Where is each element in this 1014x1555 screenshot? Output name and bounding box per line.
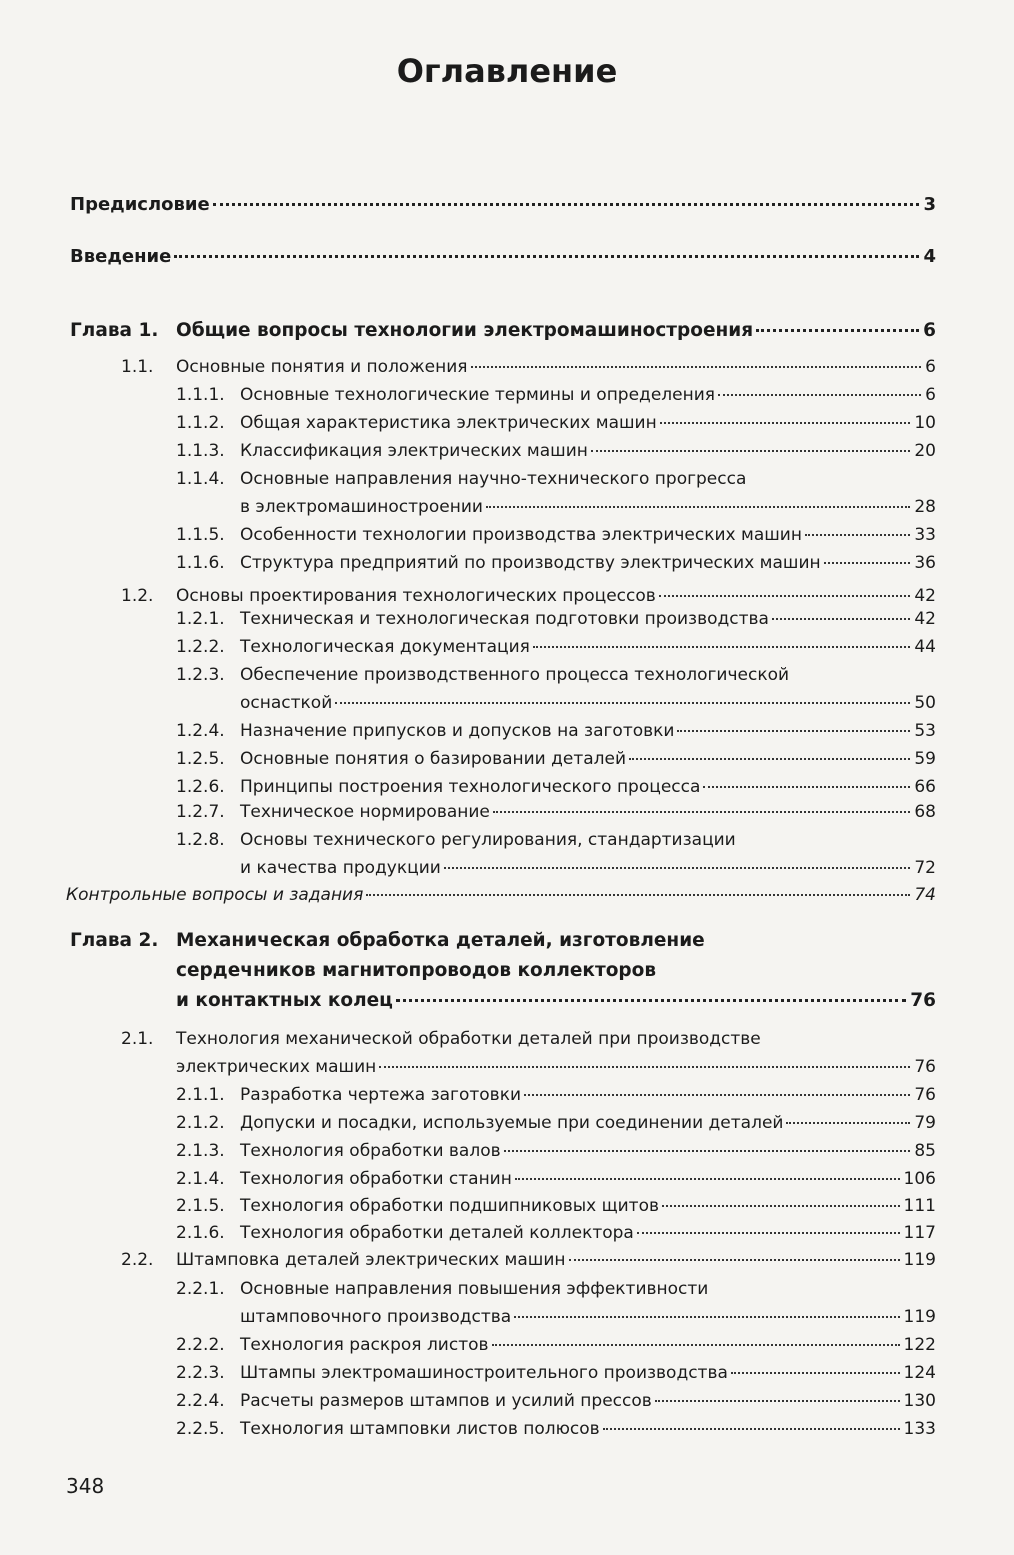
chapter-2-line — [176, 960, 936, 982]
chapter-2-title: и контактных колец — [176, 990, 393, 1011]
subsection-2-1-3-line — [176, 1140, 936, 1162]
subsection-1-2-3-title: Обеспечение производственного процесса технологической — [240, 665, 790, 685]
subsection-1-1-3-title: Классификация электрических машин — [240, 441, 588, 461]
subsection-1-1-6-page: 36 — [914, 553, 936, 573]
introduction-page: 4 — [923, 246, 936, 267]
section-1-1-line — [121, 356, 936, 378]
subsection-1-1-4-line — [240, 496, 936, 518]
subsection-1-2-6-line — [176, 776, 936, 798]
section-2-1-title: Технология механической обработки деталей при производстве — [176, 1029, 761, 1049]
introduction-line — [70, 246, 936, 268]
dot-leader — [569, 1259, 900, 1261]
subsection-1-2-4-number: 1.2.4. — [176, 721, 225, 741]
section-1-1-title: Основные понятия и положения — [176, 357, 468, 377]
subsection-2-2-5-title: Технология штамповки листов полюсов — [240, 1419, 600, 1439]
subsection-1-2-3-title: оснасткой — [240, 693, 333, 713]
subsection-1-2-2-page: 44 — [914, 637, 936, 657]
subsection-1-2-4-line — [176, 720, 936, 742]
subsection-1-1-1-line — [176, 384, 936, 406]
subsection-1-1-1-title: Основные технологические термины и определения — [240, 385, 715, 405]
chapter-1-page: 6 — [923, 320, 936, 341]
section-1-1-page: 6 — [925, 357, 936, 377]
subsection-2-2-1-title: штамповочного производства — [240, 1307, 512, 1327]
subsection-2-2-2-title: Технология раскроя листов — [240, 1335, 489, 1355]
subsection-1-2-6-page: 66 — [914, 777, 936, 797]
subsection-1-1-2-number: 1.1.2. — [176, 413, 225, 433]
dot-leader — [703, 786, 910, 788]
subsection-1-2-7-line — [176, 801, 936, 823]
section-1-2-line — [121, 585, 936, 607]
subsection-1-2-5-number: 1.2.5. — [176, 749, 225, 769]
subsection-2-1-6-page: 117 — [903, 1223, 936, 1243]
subsection-2-2-3-title: Штампы электромашиностроительного производства — [240, 1363, 728, 1383]
dot-leader — [677, 730, 910, 732]
subsection-1-2-1-title: Техническая и технологическая подготовки производства — [240, 609, 769, 629]
section-2-1-title: электрических машин — [176, 1057, 377, 1077]
subsection-2-1-3-number: 2.1.3. — [176, 1141, 225, 1161]
subsection-1-2-7-page: 68 — [914, 802, 936, 822]
chapter-1-line — [70, 320, 936, 342]
subsection-1-1-2-title: Общая характеристика электрических машин — [240, 413, 657, 433]
subsection-2-1-1-title: Разработка чертежа заготовки — [240, 1085, 522, 1105]
subsection-1-1-5-page: 33 — [914, 525, 936, 545]
dot-leader — [772, 618, 910, 620]
chapter-1-number: Глава 1. — [70, 320, 159, 341]
subsection-2-2-4-title: Расчеты размеров штампов и усилий прессов — [240, 1391, 652, 1411]
subsection-1-1-2-page: 10 — [914, 413, 936, 433]
chapter-1-questions-title: Контрольные вопросы и задания — [66, 885, 364, 905]
preface-line — [70, 194, 936, 216]
subsection-1-2-5-line — [176, 748, 936, 770]
chapter-2-title: сердечников магнитопроводов коллекторов — [176, 960, 657, 981]
dot-leader — [524, 1094, 910, 1096]
chapter-2-line — [176, 990, 936, 1012]
dot-leader — [731, 1372, 900, 1374]
dot-leader — [637, 1232, 900, 1234]
subsection-1-2-8-number: 1.2.8. — [176, 830, 225, 850]
preface-title: Предисловие — [70, 194, 210, 215]
section-2-2-line — [121, 1249, 936, 1271]
dot-leader — [444, 867, 911, 869]
subsection-1-2-2-line — [176, 636, 936, 658]
subsection-2-1-2-page: 79 — [914, 1113, 936, 1133]
subsection-1-1-3-line — [176, 440, 936, 462]
subsection-2-1-6-title: Технология обработки деталей коллектора — [240, 1223, 634, 1243]
section-2-2-page: 119 — [903, 1250, 936, 1270]
subsection-1-2-6-number: 1.2.6. — [176, 777, 225, 797]
subsection-2-1-3-title: Технология обработки валов — [240, 1141, 501, 1161]
dot-leader — [335, 702, 910, 704]
section-1-2-number: 1.2. — [121, 586, 154, 606]
chapter-1-title: Общие вопросы технологии электромашиностроения — [176, 320, 754, 341]
subsection-1-1-4-title: в электромашиностроении — [240, 497, 483, 517]
subsection-2-2-1-number: 2.2.1. — [176, 1279, 225, 1299]
subsection-2-2-5-page: 133 — [903, 1419, 936, 1439]
subsection-1-2-5-page: 59 — [914, 749, 936, 769]
section-2-1-line — [121, 1028, 936, 1050]
subsection-2-2-1-title: Основные направления повышения эффективности — [240, 1279, 709, 1299]
subsection-2-2-4-number: 2.2.4. — [176, 1391, 225, 1411]
subsection-1-1-6-line — [176, 552, 936, 574]
dot-leader — [662, 1205, 900, 1207]
subsection-1-1-5-number: 1.1.5. — [176, 525, 225, 545]
subsection-1-2-3-line — [176, 664, 936, 686]
subsection-1-2-4-page: 53 — [914, 721, 936, 741]
dot-leader — [824, 562, 911, 564]
subsection-1-2-3-line — [240, 692, 936, 714]
subsection-2-1-2-title: Допуски и посадки, используемые при соединении деталей — [240, 1113, 784, 1133]
subsection-2-1-4-number: 2.1.4. — [176, 1169, 225, 1189]
page-number: 348 — [66, 1474, 105, 1498]
subsection-2-1-4-line — [176, 1168, 936, 1190]
subsection-1-2-2-number: 1.2.2. — [176, 637, 225, 657]
subsection-2-2-4-page: 130 — [903, 1391, 936, 1411]
section-2-1-number: 2.1. — [121, 1029, 154, 1049]
subsection-2-1-2-number: 2.1.2. — [176, 1113, 225, 1133]
dot-leader — [492, 1344, 900, 1346]
subsection-1-2-5-title: Основные понятия о базировании деталей — [240, 749, 627, 769]
dot-leader — [718, 394, 921, 396]
subsection-1-2-1-number: 1.2.1. — [176, 609, 225, 629]
dot-leader — [756, 329, 919, 332]
dot-leader — [655, 1400, 900, 1402]
dot-leader — [379, 1066, 910, 1068]
subsection-1-2-4-title: Назначение припусков и допусков на заготовки — [240, 721, 675, 741]
subsection-2-2-1-line — [176, 1278, 936, 1300]
subsection-2-2-2-page: 122 — [903, 1335, 936, 1355]
subsection-2-2-5-number: 2.2.5. — [176, 1419, 225, 1439]
subsection-1-1-6-title: Структура предприятий по производству электрических машин — [240, 553, 821, 573]
subsection-1-2-8-page: 72 — [914, 858, 936, 878]
subsection-1-1-5-line — [176, 524, 936, 546]
subsection-2-2-3-page: 124 — [903, 1363, 936, 1383]
dot-leader — [660, 422, 911, 424]
chapter-2-title: Механическая обработка деталей, изготовление — [176, 930, 705, 951]
dot-leader — [493, 811, 910, 813]
subsection-1-2-8-title: Основы технического регулирования, стандартизации — [240, 830, 736, 850]
chapter-1-questions-line — [66, 884, 936, 906]
dot-leader — [515, 1178, 900, 1180]
dot-leader — [471, 366, 922, 368]
dot-leader — [533, 646, 910, 648]
dot-leader — [366, 894, 910, 896]
subsection-1-2-3-page: 50 — [914, 693, 936, 713]
subsection-2-2-3-number: 2.2.3. — [176, 1363, 225, 1383]
section-1-2-title: Основы проектирования технологических процессов — [176, 586, 656, 606]
subsection-2-1-5-line — [176, 1195, 936, 1217]
subsection-1-2-3-number: 1.2.3. — [176, 665, 225, 685]
section-2-1-line — [176, 1056, 936, 1078]
subsection-2-2-2-line — [176, 1334, 936, 1356]
dot-leader — [174, 255, 919, 258]
subsection-2-1-1-number: 2.1.1. — [176, 1085, 225, 1105]
subsection-1-1-2-line — [176, 412, 936, 434]
subsection-1-2-8-title: и качества продукции — [240, 858, 441, 878]
dot-leader — [659, 595, 911, 597]
section-2-1-page: 76 — [914, 1057, 936, 1077]
subsection-2-2-3-line — [176, 1362, 936, 1384]
subsection-1-1-4-line — [176, 468, 936, 490]
subsection-2-1-5-number: 2.1.5. — [176, 1196, 225, 1216]
section-2-2-number: 2.2. — [121, 1250, 154, 1270]
introduction-title: Введение — [70, 246, 172, 267]
dot-leader — [629, 758, 910, 760]
subsection-2-1-1-page: 76 — [914, 1085, 936, 1105]
subsection-1-2-8-line — [176, 829, 936, 851]
dot-leader — [504, 1150, 911, 1152]
subsection-2-2-1-page: 119 — [903, 1307, 936, 1327]
dot-leader — [786, 1122, 910, 1124]
subsection-1-2-7-title: Техническое нормирование — [240, 802, 490, 822]
dot-leader — [213, 203, 920, 206]
subsection-1-1-5-title: Особенности технологии производства электрических машин — [240, 525, 802, 545]
subsection-1-1-3-page: 20 — [914, 441, 936, 461]
dot-leader — [603, 1428, 900, 1430]
chapter-2-number: Глава 2. — [70, 930, 159, 951]
subsection-1-1-4-title: Основные направления научно-технического прогресса — [240, 469, 747, 489]
subsection-1-2-7-number: 1.2.7. — [176, 802, 225, 822]
dot-leader — [805, 534, 910, 536]
subsection-2-1-6-number: 2.1.6. — [176, 1223, 225, 1243]
subsection-1-2-1-line — [176, 608, 936, 630]
subsection-2-1-5-page: 111 — [903, 1196, 936, 1216]
dot-leader — [514, 1316, 899, 1318]
subsection-2-1-4-page: 106 — [903, 1169, 936, 1189]
chapter-1-questions-page: 74 — [914, 885, 936, 905]
section-1-1-number: 1.1. — [121, 357, 154, 377]
subsection-2-1-3-page: 85 — [914, 1141, 936, 1161]
section-2-2-title: Штамповка деталей электрических машин — [176, 1250, 566, 1270]
subsection-2-1-2-line — [176, 1112, 936, 1134]
dot-leader — [486, 506, 910, 508]
subsection-2-1-1-line — [176, 1084, 936, 1106]
subsection-2-2-5-line — [176, 1418, 936, 1440]
subsection-2-2-1-line — [240, 1306, 936, 1328]
subsection-1-1-3-number: 1.1.3. — [176, 441, 225, 461]
subsection-2-1-5-title: Технология обработки подшипниковых щитов — [240, 1196, 660, 1216]
section-1-2-page: 42 — [914, 586, 936, 606]
subsection-1-1-4-number: 1.1.4. — [176, 469, 225, 489]
subsection-1-2-1-page: 42 — [914, 609, 936, 629]
subsection-2-1-4-title: Технология обработки станин — [240, 1169, 512, 1189]
chapter-2-line — [70, 930, 936, 952]
dot-leader — [591, 450, 910, 452]
chapter-2-page: 76 — [910, 990, 936, 1011]
subsection-2-1-6-line — [176, 1222, 936, 1244]
subsection-1-1-4-page: 28 — [914, 497, 936, 517]
subsection-1-2-2-title: Технологическая документация — [240, 637, 530, 657]
dot-leader — [396, 999, 906, 1002]
subsection-1-1-6-number: 1.1.6. — [176, 553, 225, 573]
subsection-2-2-2-number: 2.2.2. — [176, 1335, 225, 1355]
subsection-1-2-8-line — [240, 857, 936, 879]
subsection-1-2-6-title: Принципы построения технологического процесса — [240, 777, 701, 797]
subsection-2-2-4-line — [176, 1390, 936, 1412]
preface-page: 3 — [923, 194, 936, 215]
subsection-1-1-1-number: 1.1.1. — [176, 385, 225, 405]
page-title: Оглавление — [396, 52, 618, 90]
subsection-1-1-1-page: 6 — [925, 385, 936, 405]
